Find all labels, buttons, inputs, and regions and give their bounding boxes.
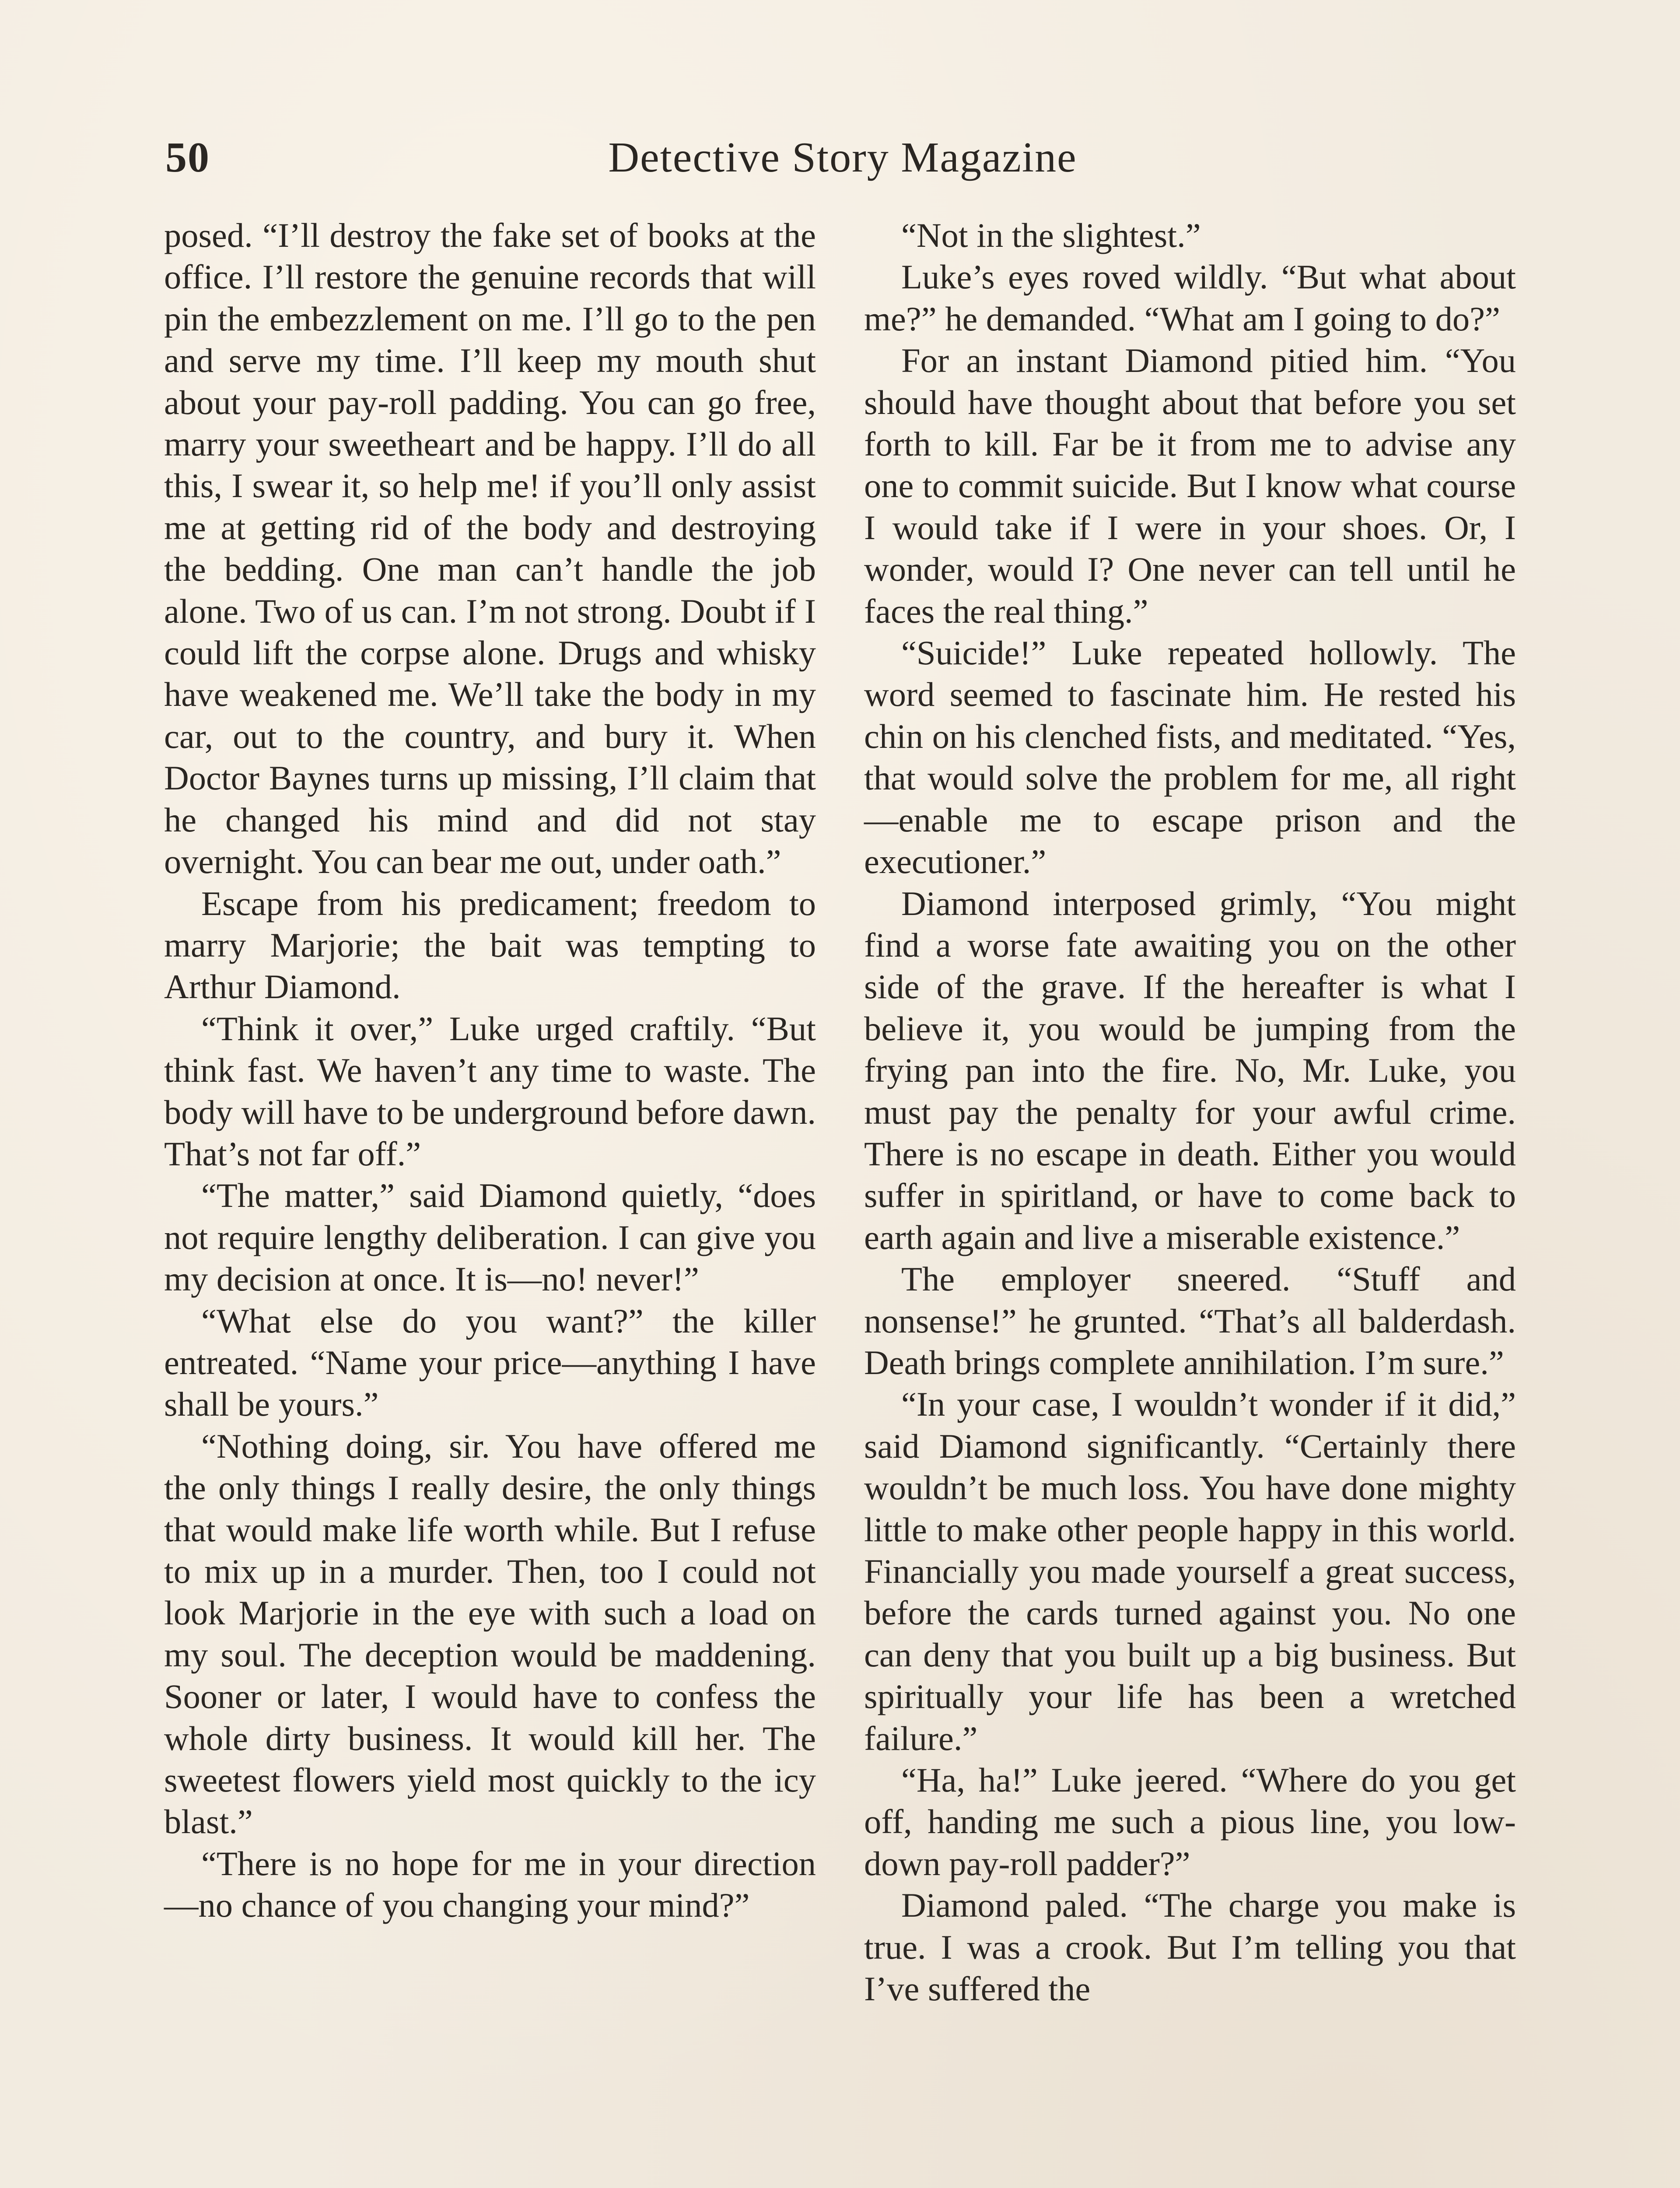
right-column [864,214,1516,2009]
paragraph: “In your case, I wouldn’t wonder if it did,” said Diamond significantly. “Certainly there wouldn’t be much loss. You have done mighty little to make other people happy in this world. Financially you made yourself a great success, before the cards turned against you. No one can deny that you built up a big business. But spiritually your life has been a wretched failure.” [864,1385,1516,1757]
paragraph: posed. “I’ll destroy the fake set of books at the office. I’ll restore the genuine records that will pin the embezzlement on me. I’ll go to the pen and serve my time. I’ll keep my mouth shut about your pay-roll padding. You can go free, marry your sweetheart and be happy. I’ll do all this, I swear it, so help me! if you’ll only assist me at getting rid of the body and destroying the bedding. One man can’t handle the job alone. Two of us can. I’m not strong. Doubt if I could lift the corpse alone. Drugs and whisky have weakened me. We’ll take the body in my car, out to the country, and bury it. When Doctor Baynes turns up missing, I’ll claim that he changed his mind and did not stay overnight. You can bear me out, under oath.” [164,216,816,881]
paragraph: Luke’s eyes roved wildly. “But what about me?” he demanded. “What am I going to do?” [864,258,1516,338]
page-number: 50 [165,134,210,181]
paragraph: “The matter,” said Diamond quietly, “does not require lengthy deliberation. I can give you my decision at once. It is—no! never!” [164,1176,816,1298]
paragraph: “Suicide!” Luke repeated hollowly. The word seemed to fascinate him. He rested his chin on his clenched fists, and meditated. “Yes, that would solve the problem for me, all right—enable me to escape prison and the executioner.” [864,634,1516,881]
paragraph: “Not in the slightest.” [901,216,1201,254]
paragraph: “There is no hope for me in your direction—no chance of you changing your mind?” [164,1844,816,1925]
paragraph: Escape from his predicament; freedom to marry Marjorie; the bait was tempting to Arthur Diamond. [164,884,816,1006]
paragraph: Diamond paled. “The charge you make is true. I was a crook. But I’m telling you that I’ve suffered the [864,1886,1516,2008]
paragraph: Diamond interposed grimly, “You might find a worse fate awaiting you on the other side of the grave. If the hereafter is what I believe it, you would be jumping from the frying pan into the fire. No, Mr. Luke, you must pay the penalty for your awful crime. There is no escape in death. Either you would suffer in spiritland, or have to come back to earth again and live a miserable existence.” [864,884,1516,1256]
page-header [165,125,1520,190]
paragraph: “Think it over,” Luke urged craftily. “But think fast. We haven’t any time to waste. The body will have to be underground before dawn. That’s not far off.” [164,1009,816,1173]
paragraph: The employer sneered. “Stuff and nonsense!” he grunted. “That’s all balderdash. Death brings complete annihilation. I’m sure.” [864,1260,1516,1382]
paragraph: “Nothing doing, sir. You have offered me the only things I really desire, the only things that would make life worth while. But I refuse to mix up in a murder. Then, too I could not look Marjorie in the eye with such a load on my soul. The deception would be maddening. Sooner or later, I would have to confess the whole dirty business. It would kill her. The sweetest flowers yield most quickly to the icy blast.” [164,1427,816,1841]
running-title: Detective Story Magazine [608,134,1077,181]
paragraph: “Ha, ha!” Luke jeered. “Where do you get off, handing me such a pious line, you low-down pay-roll padder?” [864,1761,1516,1883]
left-column [164,214,816,1926]
paragraph: “What else do you want?” the killer entreated. “Name your price—anything I have shall be yours.” [164,1301,816,1424]
paragraph: For an instant Diamond pitied him. “You should have thought about that before you set forth to kill. Far be it from me to advise any one to commit suicide. But I know what course I would take if I were in your shoes. Or, I wonder, would I? One never can tell until he faces the real thing.” [864,341,1516,630]
